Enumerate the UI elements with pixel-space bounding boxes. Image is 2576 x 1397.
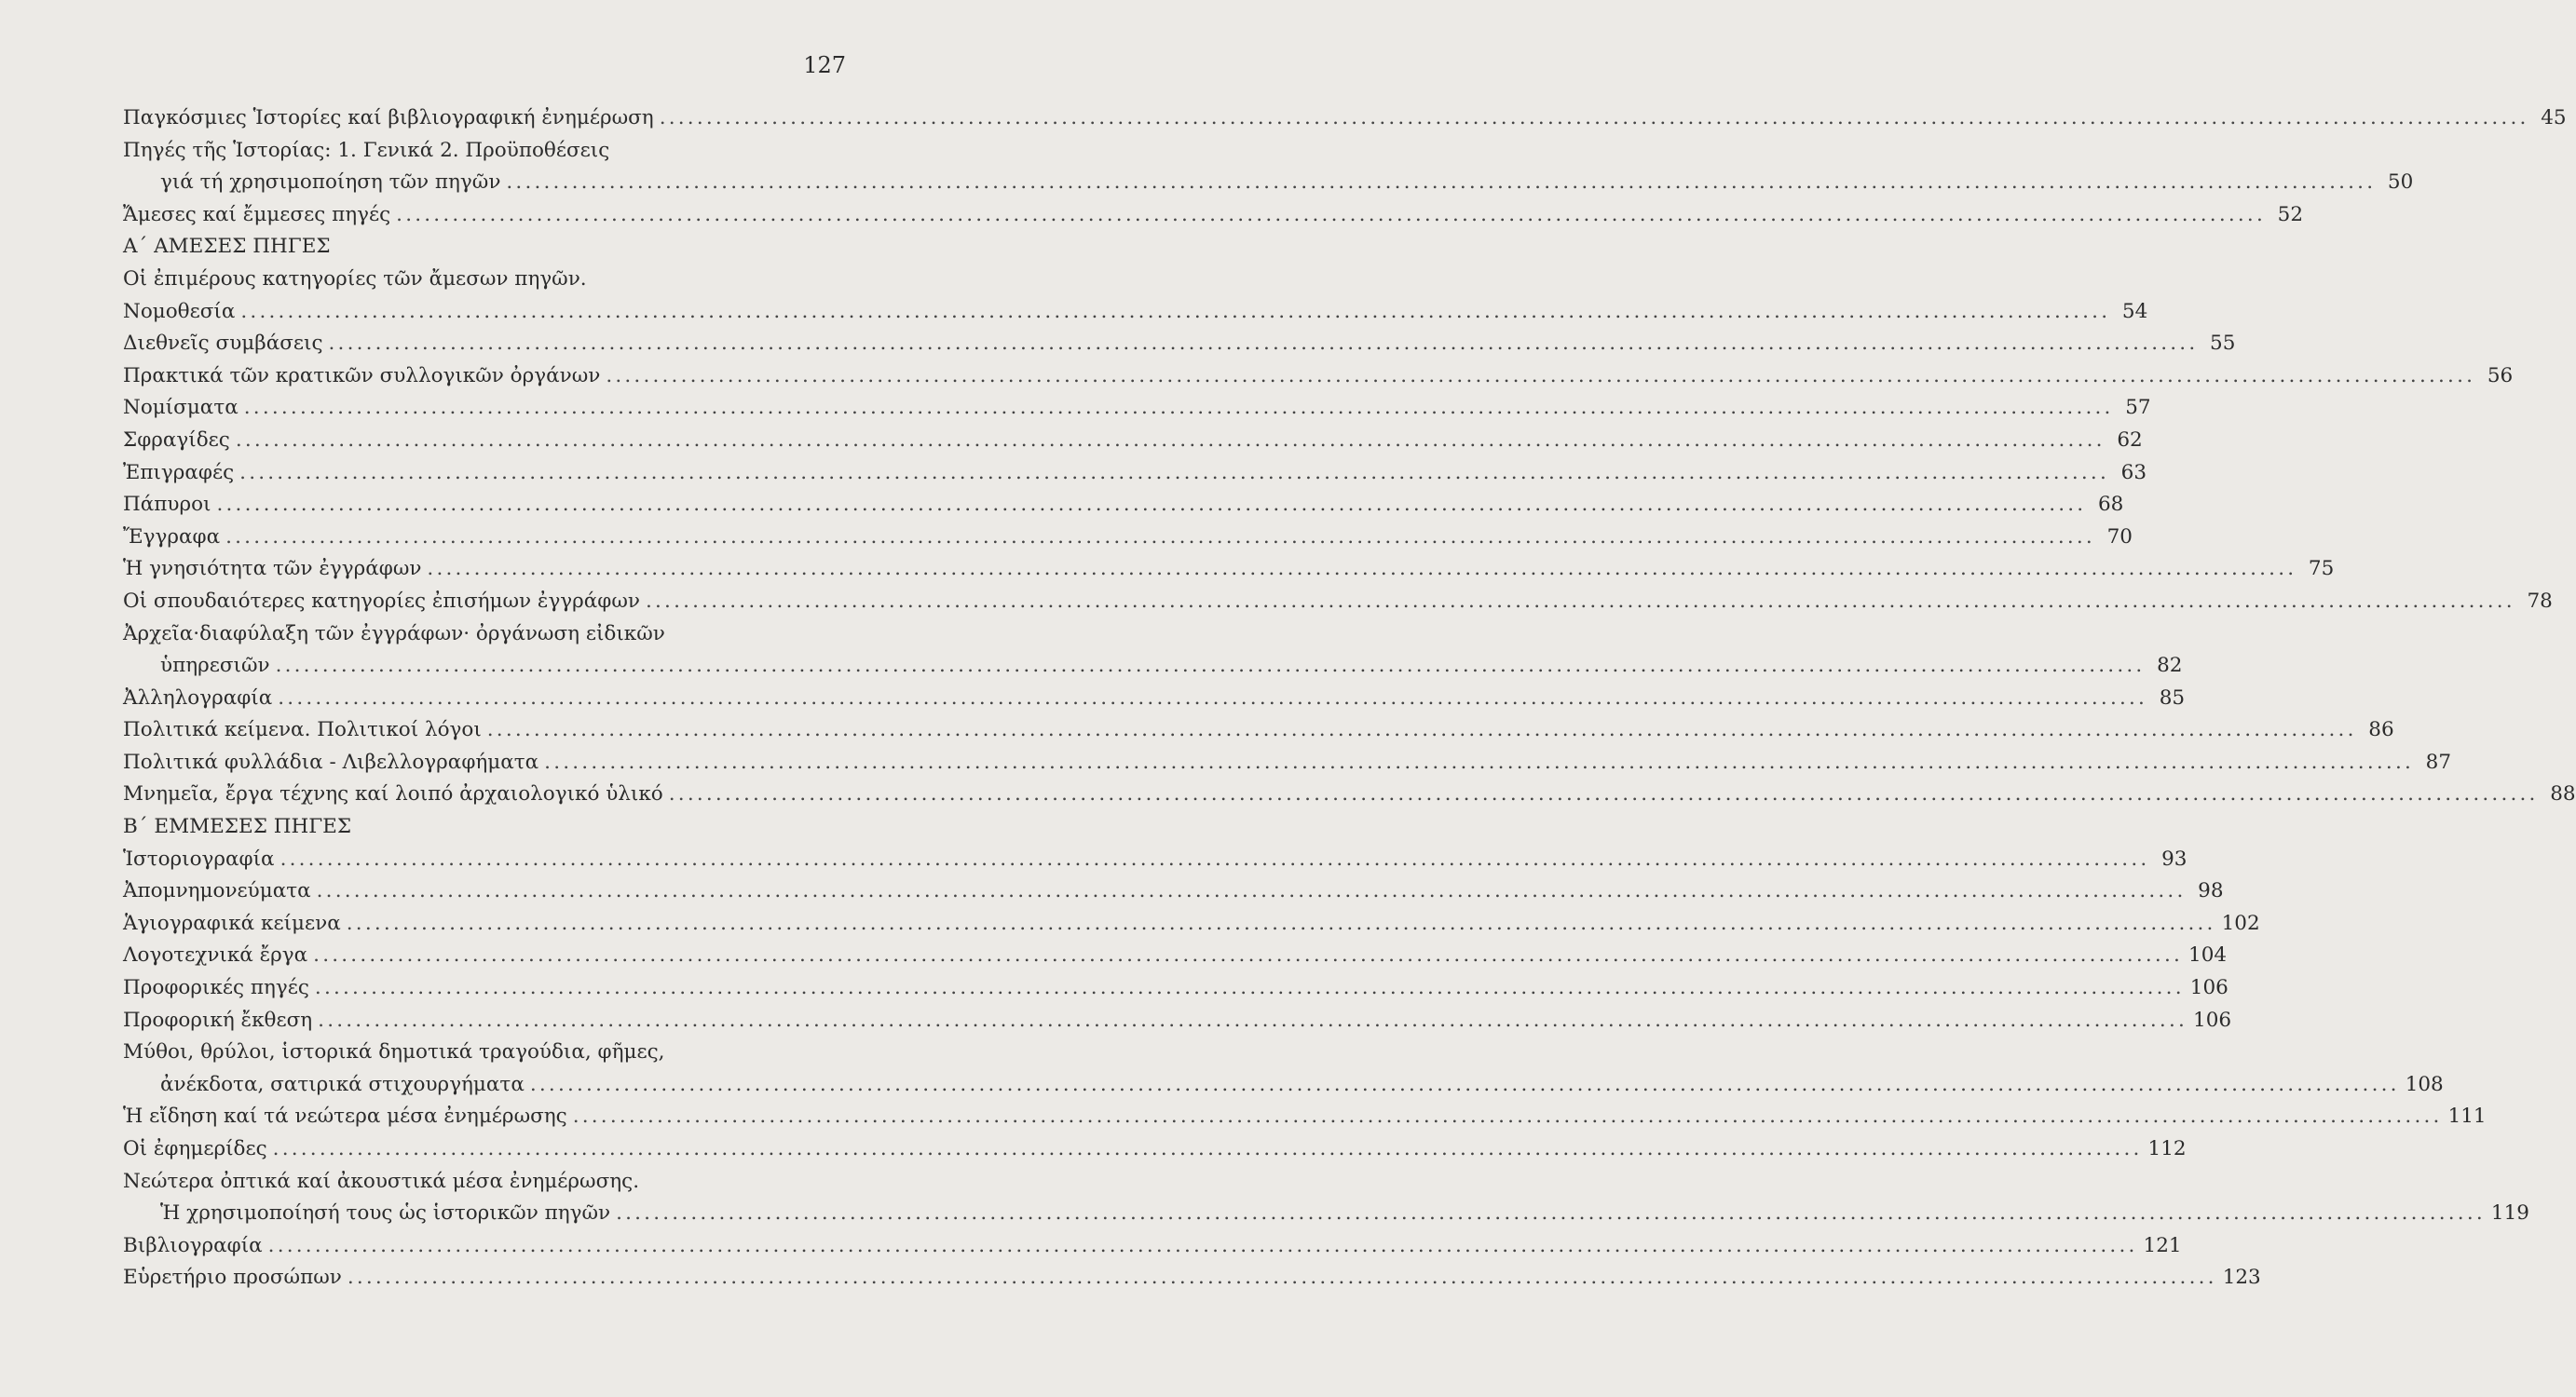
toc-entry-title: Ἄμεσες καί ἔμμεσες πηγές [123, 202, 391, 226]
toc-entry-title: Ἐπιγραφές [123, 460, 235, 484]
toc-leader-dots: ........................................................................................................................................................................................................ [267, 1233, 2138, 1257]
toc-leader-dots: ........................................................................................................................................................................................................ [606, 363, 2476, 387]
toc-entry [123, 102, 2567, 135]
toc-entry-title: Πολιτικά κείμενα. Πολιτικοί λόγοι [123, 718, 482, 742]
toc-entry [123, 425, 2143, 457]
toc-leader-dots: ........................................................................................................................................................................................................ [486, 718, 2357, 742]
toc-entry [123, 199, 2304, 232]
toc-entry [123, 231, 840, 264]
toc-entry-continuation [123, 650, 2183, 683]
toc-page-number: 75 [2308, 557, 2335, 581]
toc-leader-dots: ........................................................................................................................................................................................................ [616, 1201, 2486, 1226]
toc-entry-title: Νομίσματα [123, 396, 239, 420]
toc-entry-title: Ἀρχεῖα·διαφύλαξη τῶν ἐγγράφων· ὀργάνωση εἰδικῶν [123, 621, 665, 645]
toc-leader-dots: ........................................................................................................................................................................................................ [396, 202, 2267, 226]
toc-page-number: 112 [2147, 1137, 2187, 1160]
toc-entry-title: Προφορικές πηγές [123, 976, 309, 1000]
toc-leader-dots: ........................................................................................................................................................................................................ [243, 396, 2114, 420]
toc-entry-continuation [123, 1198, 2529, 1230]
toc-leader-dots: ........................................................................................................................................................................................................ [529, 1072, 2400, 1096]
toc-page-number: 98 [2198, 879, 2224, 903]
toc-entry-title: Οἱ σπουδαιότερες κατηγορίες ἐπισήμων ἐγγράφων [123, 589, 640, 613]
toc-leader-dots: ........................................................................................................................................................................................................ [240, 299, 2111, 323]
toc-leader-dots: ........................................................................................................................................................................................................ [216, 493, 2087, 517]
toc-entry-title: Ἡ εἴδηση καί τά νεώτερα μέσα ἐνημέρωσης [123, 1105, 567, 1129]
toc-entry-title: Εὑρετήριο προσώπων [123, 1266, 342, 1290]
page-number: 127 [803, 52, 846, 78]
toc-page-number: 106 [2193, 1008, 2232, 1032]
toc-leader-dots: ........................................................................................................................................................................................................ [239, 460, 2110, 484]
toc-entry [123, 875, 2224, 908]
toc-page-number: 119 [2490, 1201, 2529, 1226]
toc-page-number: 55 [2210, 332, 2236, 356]
toc-entry-title: Πρακτικά τῶν κρατικῶν συλλογικῶν ὀργάνων [123, 363, 601, 387]
toc-entry-title: ἀνέκδοτα, σατιρικά στιχουργήματα [160, 1072, 525, 1096]
toc-page-number: 88 [2550, 782, 2576, 807]
toc-leader-dots: ........................................................................................................................................................................................................ [506, 170, 2377, 195]
toc-entry [123, 457, 2147, 490]
toc-entry-title: Προφορική ἔκθεση [123, 1008, 313, 1032]
toc-entry [123, 296, 2148, 329]
table-of-contents [123, 102, 2576, 1295]
toc-entry [123, 328, 2236, 360]
toc-leader-dots: ........................................................................................................................................................................................................ [659, 106, 2529, 129]
toc-leader-dots: ........................................................................................................................................................................................................ [544, 750, 2415, 774]
toc-entry [123, 1101, 2487, 1133]
toc-leader-dots: ........................................................................................................................................................................................................ [427, 557, 2297, 581]
toc-entry-title: Πάπυροι [123, 493, 211, 517]
toc-page-number: 52 [2277, 202, 2304, 226]
toc-entry [123, 811, 840, 844]
toc-page-number: 85 [2159, 685, 2186, 710]
toc-leader-dots: ........................................................................................................................................................................................................ [316, 879, 2187, 903]
toc-entry [123, 360, 2514, 393]
toc-leader-dots: ........................................................................................................................................................................................................ [272, 1137, 2143, 1160]
toc-page-number: 63 [2120, 460, 2147, 484]
toc-entry-title: Ἁγιογραφικά κείμενα [123, 911, 341, 935]
toc-leader-dots: ........................................................................................................................................................................................................ [235, 427, 2106, 452]
toc-page-number: 56 [2487, 363, 2514, 387]
toc-entry [123, 1230, 2182, 1263]
toc-leader-dots: ........................................................................................................................................................................................................ [347, 1266, 2217, 1290]
toc-entry-title: γιά τή χρησιμοποίηση τῶν πηγῶν [160, 170, 501, 195]
toc-page-number: 108 [2405, 1072, 2444, 1096]
toc-page-number: 62 [2117, 427, 2143, 452]
toc-entry [123, 908, 2260, 941]
toc-page-number: 123 [2222, 1266, 2261, 1290]
toc-entry-title: Ἀπομνημονεύματα [123, 879, 311, 903]
toc-page-number: 82 [2157, 654, 2183, 678]
toc-leader-dots: ........................................................................................................................................................................................................ [572, 1105, 2443, 1129]
toc-entry-title: Α΄ ΑΜΕΣΕΣ ΠΗΓΕΣ [123, 235, 331, 259]
toc-entry-title: Ἀλληλογραφία [123, 685, 273, 710]
toc-page-number: 45 [2541, 106, 2567, 129]
toc-page-number: 54 [2121, 299, 2148, 323]
toc-entry-title: Νεώτερα ὀπτικά καί ἀκουστικά μέσα ἐνημέρωσης. [123, 1169, 640, 1193]
toc-page-number: 57 [2125, 396, 2151, 420]
toc-entry-title: Πηγές τῆς Ἱστορίας: 1. Γενικά 2. Προϋποθέσεις [123, 138, 610, 162]
toc-entry [123, 940, 2228, 972]
toc-leader-dots: ........................................................................................................................................................................................................ [275, 654, 2146, 678]
toc-entry-title: Βιβλιογραφία [123, 1233, 263, 1257]
toc-leader-dots: ........................................................................................................................................................................................................ [313, 943, 2184, 968]
toc-entry-title: ὑπηρεσιῶν [160, 654, 270, 678]
toc-leader-dots: ........................................................................................................................................................................................................ [346, 911, 2216, 935]
toc-entry-title: Νομοθεσία [123, 299, 236, 323]
toc-entry [123, 586, 2553, 618]
toc-entry-continuation [123, 1069, 2444, 1102]
toc-entry [123, 618, 840, 651]
toc-leader-dots: ........................................................................................................................................................................................................ [314, 976, 2185, 1000]
toc-page-number: 87 [2425, 750, 2452, 774]
toc-entry [123, 489, 2124, 522]
toc-page-number: 104 [2188, 943, 2228, 968]
toc-entry [123, 1133, 2187, 1166]
toc-page-number: 106 [2189, 976, 2228, 1000]
toc-entry-title: Πολιτικά φυλλάδια - Λιβελλογραφήματα [123, 750, 539, 774]
toc-entry [123, 264, 840, 296]
toc-entry [123, 1037, 840, 1069]
toc-leader-dots: ........................................................................................................................................................................................................ [328, 332, 2199, 356]
toc-entry-title: Ἔγγραφα [123, 524, 221, 549]
toc-entry-title: Οἱ ἐφημερίδες [123, 1137, 267, 1160]
toc-entry-title: Ἡ γνησιότητα τῶν ἐγγράφων [123, 557, 422, 581]
toc-entry-title: Λογοτεχνικά ἔργα [123, 943, 308, 968]
toc-entry [123, 844, 2188, 876]
toc-leader-dots: ........................................................................................................................................................................................................ [225, 524, 2095, 549]
toc-page-number: 78 [2527, 589, 2553, 613]
toc-leader-dots: ........................................................................................................................................................................................................ [279, 847, 2150, 871]
toc-page-number: 50 [2387, 170, 2414, 195]
toc-entry [123, 392, 2151, 425]
toc-entry [123, 683, 2186, 715]
toc-leader-dots: ........................................................................................................................................................................................................ [318, 1008, 2188, 1032]
toc-entry [123, 1262, 2261, 1295]
toc-entry-title: Διεθνεῖς συμβάσεις [123, 332, 323, 356]
toc-entry-title: Παγκόσμιες Ἱστορίες καί βιβλιογραφική ἐνημέρωση [123, 106, 654, 129]
toc-leader-dots: ........................................................................................................................................................................................................ [668, 782, 2539, 807]
toc-page-number: 68 [2097, 493, 2124, 517]
toc-entry [123, 135, 840, 168]
toc-entry [123, 779, 2576, 811]
toc-page-number: 70 [2106, 524, 2133, 549]
toc-entry [123, 747, 2452, 780]
toc-page-number: 86 [2368, 718, 2394, 742]
toc-entry-title: Ἡ χρησιμοποίησή τους ὡς ἱστορικῶν πηγῶν [160, 1201, 611, 1226]
toc-leader-dots: ........................................................................................................................................................................................................ [645, 589, 2515, 613]
toc-entry [123, 1005, 2232, 1038]
toc-entry-continuation [123, 167, 2414, 199]
toc-entry-title: Β΄ ΕΜΜΕΣΕΣ ΠΗΓΕΣ [123, 815, 352, 839]
toc-entry-title: Σφραγίδες [123, 427, 230, 452]
toc-page-number: 121 [2143, 1233, 2182, 1257]
toc-entry-title: Ἱστοριογραφία [123, 847, 275, 871]
toc-entry-title: Οἱ ἐπιμέρους κατηγορίες τῶν ἄμεσων πηγῶν. [123, 266, 587, 291]
toc-entry-title: Μύθοι, θρύλοι, ἱστορικά δημοτικά τραγούδια, φῆμες, [123, 1040, 665, 1065]
toc-entry [123, 972, 2228, 1005]
toc-entry [123, 553, 2335, 586]
toc-page-number: 93 [2161, 847, 2188, 871]
toc-entry [123, 522, 2133, 554]
toc-entry-title: Μνημεῖα, ἔργα τέχνης καί λοιπό ἀρχαιολογικό ὑλικό [123, 782, 663, 807]
toc-leader-dots: ........................................................................................................................................................................................................ [278, 685, 2148, 710]
toc-page-number: 111 [2447, 1105, 2487, 1129]
toc-page-number: 102 [2221, 911, 2260, 935]
toc-entry [123, 714, 2394, 747]
toc-entry [123, 1166, 840, 1199]
